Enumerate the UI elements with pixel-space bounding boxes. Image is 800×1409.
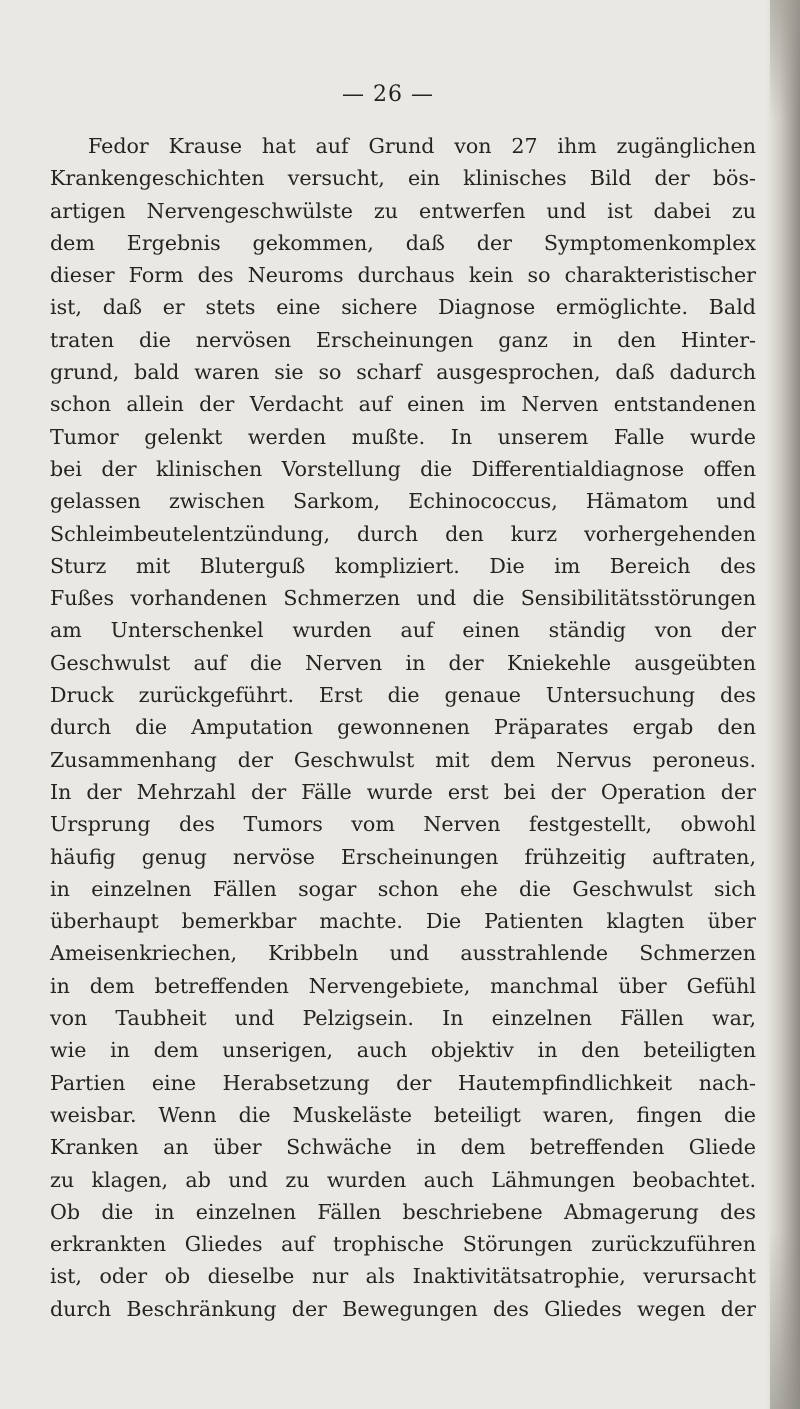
- text-line: Ameisenkriechen, Kribbeln und ausstrahlende Schmerzen: [50, 941, 756, 966]
- page-number: — 26 —: [342, 82, 434, 107]
- text-line: traten die nervösen Erscheinungen ganz in den Hinter-: [50, 327, 756, 352]
- text-line: artigen Nervengeschwülste zu entwerfen und ist dabei zu: [50, 198, 756, 223]
- text-line: Fedor Krause hat auf Grund von 27 ihm zugänglichen: [88, 134, 756, 158]
- text-line: ist, daß er stets eine sichere Diagnose ermöglichte. Bald: [50, 295, 756, 320]
- page-edge-shadow-bottom: [770, 1229, 800, 1409]
- text-line: Fußes vorhandenen Schmerzen und die Sensibilitätsstörungen: [50, 586, 756, 611]
- text-line: weisbar. Wenn die Muskeläste beteiligt waren, fingen die: [50, 1102, 756, 1127]
- text-line: Ob die in einzelnen Fällen beschriebene Abmagerung des: [50, 1199, 756, 1224]
- text-line: häufig genug nervöse Erscheinungen frühzeitig auftraten,: [50, 844, 756, 869]
- text-line: gelassen zwischen Sarkom, Echinococcus, Hämatom und: [50, 489, 756, 514]
- text-line: Sturz mit Bluterguß kompliziert. Die im Bereich des: [50, 553, 756, 578]
- text-line: durch die Amputation gewonnenen Präparates ergab den: [50, 715, 756, 740]
- text-line: erkrankten Gliedes auf trophische Störungen zurückzuführen: [50, 1232, 756, 1257]
- text-line: Druck zurückgeführt. Erst die genaue Untersuchung des: [50, 683, 756, 708]
- text-line: von Taubheit und Pelzigsein. In einzelnen Fällen war,: [50, 1006, 756, 1031]
- text-line: wie in dem unserigen, auch objektiv in den beteiligten: [50, 1038, 756, 1063]
- text-line: durch Beschränkung der Bewegungen des Gliedes wegen der: [50, 1296, 756, 1321]
- text-line: dieser Form des Neuroms durchaus kein so charakteristischer: [50, 263, 756, 288]
- text-line: grund, bald waren sie so scharf ausgesprochen, daß dadurch: [50, 360, 756, 385]
- text-line: zu klagen, ab und zu wurden auch Lähmungen beobachtet.: [50, 1167, 756, 1192]
- text-line: in dem betreffenden Nervengebiete, manchmal über Gefühl: [50, 973, 756, 998]
- text-line: Schleimbeutelentzündung, durch den kurz vorhergehenden: [50, 521, 756, 546]
- text-line: bei der klinischen Vorstellung die Differentialdiagnose offen: [50, 456, 756, 481]
- text-line: ist, oder ob dieselbe nur als Inaktivitätsatrophie, verursacht: [50, 1264, 756, 1289]
- text-line: Geschwulst auf die Nerven in der Kniekehle ausgeübten: [50, 650, 756, 675]
- text-line: Tumor gelenkt werden mußte. In unserem Falle wurde: [50, 424, 756, 449]
- text-line: Kranken an über Schwäche in dem betreffenden Gliede: [50, 1135, 756, 1160]
- text-line: Ursprung des Tumors vom Nerven festgestellt, obwohl: [50, 812, 756, 837]
- text-line: schon allein der Verdacht auf einen im Nerven entstandenen: [50, 392, 756, 417]
- text-line: Zusammenhang der Geschwulst mit dem Nervus peroneus.: [50, 747, 756, 772]
- text-line: in einzelnen Fällen sogar schon ehe die Geschwulst sich: [50, 876, 756, 901]
- page-edge-shadow: [766, 0, 800, 1409]
- text-line: In der Mehrzahl der Fälle wurde erst bei der Operation der: [50, 779, 756, 804]
- text-line: am Unterschenkel wurden auf einen ständig von der: [50, 618, 756, 643]
- text-line: dem Ergebnis gekommen, daß der Symptomenkomplex: [50, 230, 756, 255]
- body-text: [50, 130, 756, 1325]
- text-line: überhaupt bemerkbar machte. Die Patienten klagten über: [50, 909, 756, 934]
- text-line: Partien eine Herabsetzung der Hautempfindlichkeit nach-: [50, 1070, 756, 1095]
- text-line: Krankengeschichten versucht, ein klinisches Bild der bös-: [50, 166, 756, 191]
